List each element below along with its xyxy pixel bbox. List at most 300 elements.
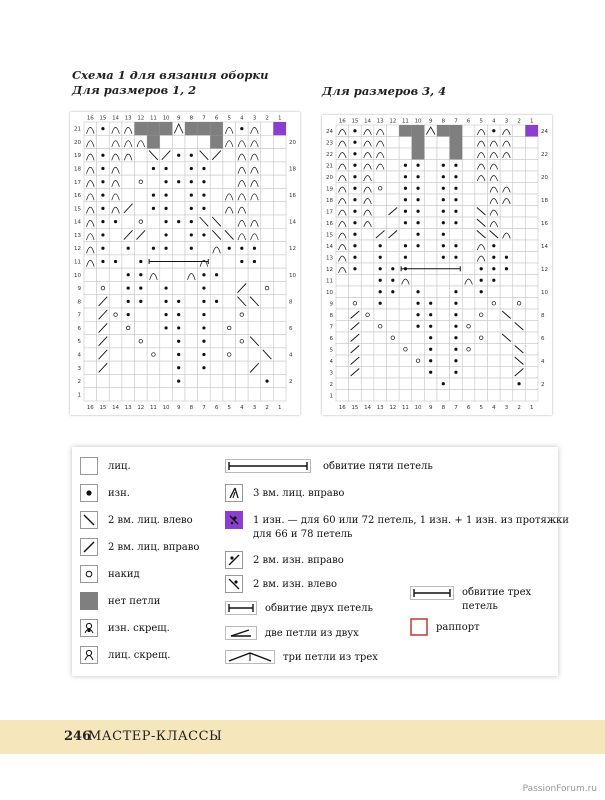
chart-2-col-label-bottom: 4 [492,405,496,411]
chart-2-cell [399,298,412,310]
chart-1-stitch-symbol [164,220,167,223]
chart-1-stitch-symbol [202,167,205,170]
chart-2-stitch-symbol [416,187,419,190]
chart-1-row-label-right: 20 [289,139,296,146]
chart-2-cell [399,390,412,402]
chart-2-row-label-left: 3 [329,370,333,377]
chart-1-cell [147,374,160,387]
chart-1-cell [248,122,261,135]
chart-1-row-label-left: 17 [74,179,81,186]
chart-2-stitch-symbol [353,129,356,132]
chart-2-cell [513,160,526,172]
chart-1-cell [109,188,122,201]
chart-1-row-label-left: 20 [74,139,81,146]
chart-1-cell [135,162,148,175]
chart-1-cell [223,188,236,201]
chart-2-stitch-symbol [379,244,382,247]
chart-2-cell [361,378,374,390]
chart-2-cell [462,390,475,402]
chart-2-cell [513,286,526,298]
chart-1-stitch-symbol [190,154,193,157]
chart-2-stitch-symbol [480,267,483,270]
chart-2-cell [387,183,400,195]
chart-2-cell [488,332,501,344]
chart-2-cell [500,344,513,356]
chart-2-stitch-symbol [353,233,356,236]
wrap-five-symbol-icon [225,459,311,473]
chart-2-cell [500,390,513,402]
chart-1-cell [223,149,236,162]
chart-2-cell [462,332,475,344]
chart-1-cell [236,228,249,241]
chart-1-cell [122,188,135,201]
chart-2-cell [500,321,513,333]
chart-2-stitch-symbol [416,210,419,213]
chart-2-cell [500,240,513,252]
chart-1-cell [236,321,249,334]
chart-2-stitch-symbol [442,256,445,259]
chart-1-cell [122,335,135,348]
chart-2-cell [525,194,538,206]
chart-2-cell [462,367,475,379]
chart-1-cell [84,122,97,135]
chart-1-cell [185,135,198,148]
chart-1-cell [122,215,135,228]
chart-2-cell [374,367,387,379]
chart-1-cell [185,268,198,281]
chart-1-col-label-bottom: 10 [162,405,170,411]
chart-2-stitch-symbol [437,125,450,137]
chart-2-stitch-symbol [353,256,356,259]
chart-1-cell [172,228,185,241]
chart-2-cell [450,275,463,287]
chart-2-cell [500,160,513,172]
chart-1-cell [223,374,236,387]
chart-2-cell [462,206,475,218]
chart-1-stitch-symbol [114,220,117,223]
chart-1-cell [97,281,110,294]
chart-1-stitch-symbol [139,260,142,263]
chart-1-cell [84,268,97,281]
chart-1-stitch-symbol [164,247,167,250]
chart-2-cell [500,217,513,229]
chart-2-stitch-symbol [517,382,520,385]
chart-2-cell [374,217,387,229]
chart-2-cell [399,229,412,241]
chart-1-stitch-symbol [210,122,223,135]
chart-2-stitch-symbol [480,279,483,282]
chart-2-cell [412,332,425,344]
chart-2-col-label-top: 9 [428,118,433,125]
chart-1-stitch-symbol [127,300,130,303]
chart-1-stitch-symbol [177,379,180,382]
chart-2-row-label-right: 14 [541,243,548,250]
chart-2-row-label-left: 20 [326,174,333,181]
chart-2-cell [462,194,475,206]
chart-1-stitch-symbol [152,247,155,250]
chart-1-cell [248,321,261,334]
chart-2-cell [462,125,475,137]
chart-2-cell [361,183,374,195]
chart-2-cell [475,160,488,172]
chart-2-svg [322,115,552,415]
chart-2-stitch-symbol [416,198,419,201]
chart-2-cell [525,206,538,218]
chart-1-stitch-symbol [202,313,205,316]
chart-1-stitch-symbol [202,353,205,356]
chart-2-cell [488,217,501,229]
chart-2-cell [399,137,412,149]
chart-2-cell [387,160,400,172]
chart-1-cell [109,162,122,175]
chart-2-stitch-symbol [353,210,356,213]
chart-1-cell [135,308,148,321]
chart-1-stitch-symbol [139,286,142,289]
chart-1-cell [122,175,135,188]
chart-2-cell [437,275,450,287]
chart-1-stitch-symbol [127,286,130,289]
chart-2-cell [525,321,538,333]
chart-1-cell [273,135,286,148]
chart-1-cell [84,361,97,374]
chart-1-cell [198,374,211,387]
chart-1-stitch-symbol [265,379,268,382]
chart-2-cell [513,183,526,195]
chart-1-cell [261,188,274,201]
chart-1-cell [172,188,185,201]
chart-1-cell [185,295,198,308]
chart-1-cell [273,162,286,175]
chart-1-stitch-symbol [202,207,205,210]
chart-1-cell [236,149,249,162]
chart-1-cell [147,175,160,188]
chart-1-cell [185,308,198,321]
chart-1-stitch-symbol [127,313,130,316]
chart-2-cell [336,194,349,206]
chart-2-col-label-top: 8 [441,118,446,125]
chart-1-cell [198,242,211,255]
chart-2-cell [488,194,501,206]
chart-2-cell [525,332,538,344]
chart-1-cell [261,228,274,241]
chart-2-cell [336,298,349,310]
chart-1-stitch-symbol [152,193,155,196]
chart-1-cell [236,188,249,201]
chart-2-cell [399,286,412,298]
three-from-three-symbol-icon [225,650,275,664]
chart-2-cell [525,160,538,172]
chart-1-cell [109,335,122,348]
chart-1-col-label-bottom: 6 [214,405,219,411]
chart-2-cell [387,298,400,310]
chart-2-cell [513,171,526,183]
chart-2-stitch-symbol [379,267,382,270]
chart-1-cell [236,361,249,374]
chart-2-row-label-left: 1 [329,393,333,400]
chart-1-cell [223,281,236,294]
chart-2-cell [361,275,374,287]
chart-2-cell [399,148,412,160]
chart-1-cell [236,348,249,361]
chart-2-cell [387,194,400,206]
chart-1-cell [122,361,135,374]
chart-1-cell [223,295,236,308]
chart-2-cell [450,378,463,390]
chart-1-cell [210,321,223,334]
chart-2-col-label-top: 4 [492,118,496,125]
chart-2-stitch-symbol [492,279,495,282]
chart-1-cell [261,388,274,401]
chart-2-stitch-symbol [391,267,394,270]
chart-1-row-label-left: 15 [74,206,81,213]
chart-2-cell [424,171,437,183]
chart-1-cell [223,335,236,348]
chart-2-cell [424,160,437,172]
chart-1-stitch-symbol [210,135,223,148]
chart-2-col-label-bottom: 10 [414,405,422,411]
chart-2-stitch-symbol [454,302,457,305]
chart-1-cell [109,281,122,294]
chart-1-stitch-symbol [253,260,256,263]
chart-2-stitch-symbol [450,125,463,137]
chart-1-cell [185,281,198,294]
chart-1-col-label-top: 10 [162,115,170,122]
chart-1-stitch-symbol [177,180,180,183]
chart-1-col-label-bottom: 7 [202,405,206,411]
chart-2-cell [462,217,475,229]
knitting-chart-sizes-3-4 [322,115,552,415]
chart-1-cell [210,388,223,401]
chart-1-cell [273,202,286,215]
chart-1-col-label-bottom: 1 [277,405,282,411]
chart-2-cell [424,378,437,390]
chart-2-stitch-symbol [454,187,457,190]
chart-1-cell [261,335,274,348]
chart-2-stitch-symbol [353,152,356,155]
chart-2-row-label-left: 8 [329,312,333,319]
chart-2-cell [349,378,362,390]
chart-1-row-label-left: 18 [74,166,81,173]
chart-2-cell [525,309,538,321]
chart-1-cell [109,321,122,334]
chart-2-cell [361,148,374,160]
chart-2-cell [412,344,425,356]
chart-1-stitch-symbol [202,340,205,343]
chart-1-cell [109,135,122,148]
chart-2-cell [500,378,513,390]
chart-1-stitch-symbol [164,313,167,316]
chart-2-cell [336,171,349,183]
two-from-two-symbol-icon [225,626,257,640]
symbol-legend: лиц. изн. 2 вм. лиц. влево 2 вм. лиц. вправо накид нет петли изн. скрещ. лиц. скрещ. обвитие пяти петель 3 вм. лиц. вправо 1 изн. — для 60 или 72 петель, 1 изн. + 1 изн. из протяжки для 66 и 78 петель 2 вм. изн. вправо 2 вм. изн. влево обвитие двух петель две петли из двух три петли из трех обвитие трех петель раппорт [72,447,558,676]
chart-2-stitch-symbol [454,256,457,259]
chart-2-cell [336,183,349,195]
chart-1-cell [210,175,223,188]
chart-2-stitch-symbol [492,256,495,259]
chart-2-cell [488,160,501,172]
chart-1-cell [210,255,223,268]
chart-1-cell [261,149,274,162]
chart-1-stitch-symbol [127,247,130,250]
chart-2-cell [399,332,412,344]
chart-2-stitch-symbol [391,279,394,282]
chart-2-col-label-top: 10 [414,118,422,125]
chart-2-cell [387,171,400,183]
chart-2-cell [475,378,488,390]
chart-1-cell [223,308,236,321]
chart-1-cell [236,175,249,188]
chart-1-col-label-top: 12 [137,115,145,122]
chart-2-cell [437,309,450,321]
chart-1-cell [147,215,160,228]
chart-1-stitch-symbol [190,220,193,223]
chart-1-cell [248,215,261,228]
chart-1-stitch-symbol [185,122,198,135]
chart-1-cell [185,388,198,401]
chart-1-cell [248,281,261,294]
chart-2-cell [525,252,538,264]
chart-2-cell [374,332,387,344]
chart-2-cell [513,309,526,321]
chart-1-stitch-symbol [215,300,218,303]
chart-2-cell [361,355,374,367]
chart-2-cell [336,344,349,356]
chart-2-cell [361,137,374,149]
chart-1-stitch-symbol [164,193,167,196]
chart-2-row-label-left: 4 [329,358,333,365]
chart-2-cell [336,160,349,172]
chart-2-cell [525,355,538,367]
chart-1-stitch-symbol [101,193,104,196]
chart-2-stitch-symbol [450,137,463,149]
chart-2-cell [361,194,374,206]
chart-2-cell [475,344,488,356]
chart-1-cell [122,122,135,135]
chart-2-stitch-symbol [404,256,407,259]
chart-2-stitch-symbol [454,210,457,213]
chart-2-stitch-symbol [399,125,412,137]
chart-1-cell [248,388,261,401]
chart-2-row-label-right: 24 [541,128,548,135]
chart-2-cell [475,171,488,183]
chart-1-cell [273,348,286,361]
chart-1-cell [248,348,261,361]
chart-2-cell [424,252,437,264]
chart-1-stitch-symbol [228,247,231,250]
chart-1-col-label-bottom: 8 [189,405,194,411]
chart-2-cell [336,378,349,390]
chart-2-stitch-symbol [429,371,432,374]
chart-2-cell [513,263,526,275]
chart-1-cell [135,361,148,374]
chart-1-cell [160,374,173,387]
chart-1-cell [273,255,286,268]
chart-2-cell [437,367,450,379]
chart-1-cell [210,348,223,361]
yarn-over-symbol-icon [80,565,98,583]
chart-1-stitch-symbol [160,122,173,135]
chart-2-cell [462,298,475,310]
chart-1-cell [223,202,236,215]
chart-1-cell [84,188,97,201]
chart-2-stitch-symbol [412,137,425,149]
chart-1-col-label-top: 8 [189,115,194,122]
chart-1-cell [273,188,286,201]
chart-2-row-label-left: 22 [326,151,333,158]
chart-2-cell [387,367,400,379]
chart-1-row-label-left: 7 [77,312,81,319]
chart-1-stitch-symbol [152,167,155,170]
chart-2-row-label-left: 15 [326,232,333,239]
chart-1-cell [248,175,261,188]
chart-1-cell [273,335,286,348]
chart-2-stitch-symbol [454,175,457,178]
chart-1-cell [210,361,223,374]
special-purl-symbol-icon [225,511,243,529]
chart-1-cell [84,321,97,334]
chart-2-stitch-symbol [505,256,508,259]
chart-2-cell [374,355,387,367]
chart-1-cell [84,228,97,241]
chart-1-stitch-symbol [101,260,104,263]
chart-2-col-label-top: 12 [389,118,397,125]
chart-2-cell [462,183,475,195]
chart-1-stitch-symbol [101,207,104,210]
chart-2-stitch-symbol [442,164,445,167]
chart-2-cell [361,229,374,241]
chart-2-row-label-left: 14 [326,243,333,250]
chart-1-cell [84,281,97,294]
chart-2-cell [437,298,450,310]
chart-2-col-label-bottom: 15 [351,405,359,411]
chart-2-cell [525,275,538,287]
chart-1-cell [122,348,135,361]
chart-2-cell [525,344,538,356]
chart-2-cell [475,332,488,344]
chart-2-cell [399,378,412,390]
chart-1-col-label-bottom: 16 [86,405,94,411]
chart-2-cell [412,390,425,402]
chart-2-cell [399,321,412,333]
chart-1-row-label-left: 21 [74,126,81,133]
chart-2-stitch-symbol [454,164,457,167]
chart-1-stitch-symbol [135,122,148,135]
chart-2-cell [437,344,450,356]
chart-2-cell [488,309,501,321]
chart-1-cell [210,374,223,387]
chart-1-cell [223,268,236,281]
chart-1-cell [122,388,135,401]
chart-1-stitch-symbol [177,300,180,303]
chart-1-row-label-left: 8 [77,299,81,306]
chart-1-stitch-symbol [177,220,180,223]
chart-2-row-label-left: 9 [329,301,333,308]
chart-1-cell [236,388,249,401]
chart-1-cell [147,228,160,241]
chart-1-cell [236,374,249,387]
chart-2-stitch-symbol [442,210,445,213]
chart-2-cell [513,332,526,344]
chart-1-cell [109,388,122,401]
chart-1-row-label-right: 18 [289,166,296,173]
chart-1-cell [135,149,148,162]
chart-1-cell [172,268,185,281]
chart-1-cell [273,388,286,401]
chart-2-cell [361,252,374,264]
chart-2-cell [424,275,437,287]
chart-2-row-label-right: 18 [541,197,548,204]
chart-1-stitch-symbol [177,326,180,329]
